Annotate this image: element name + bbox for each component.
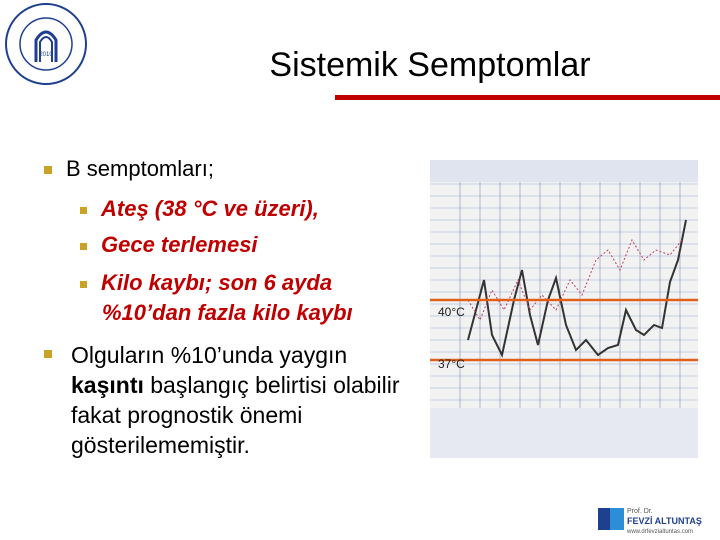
bullet-b-symptoms-text: B semptomları; — [66, 156, 214, 181]
sub-item-weight-loss — [80, 270, 332, 296]
footer-logo — [598, 502, 716, 536]
bold-keyword: kaşıntı — [71, 372, 144, 398]
bullet-square-icon — [80, 207, 87, 214]
temp-label-37: 37°C — [438, 357, 465, 371]
footer-name: FEVZİ ALTUNTAŞ — [627, 516, 702, 526]
sub-item-fever — [80, 196, 319, 222]
sub-item-fever-text: Ateş (38 °C ve üzeri), — [101, 196, 319, 221]
temperature-chart-image — [430, 160, 698, 458]
bullet-square-icon — [44, 166, 52, 174]
bullet-pruritus-text: Olguların %10’unda yaygın kaşıntı başlangıç belirtisi olabilir fakat prognostik önemi gösterilememiştir. — [71, 342, 400, 458]
bullet-b-symptoms — [44, 156, 214, 182]
sub-item-weight-loss-text: Kilo kaybı; son 6 ayda — [101, 270, 333, 295]
sub-item-weight-loss-line2: %10’dan fazla kilo kaybı — [102, 300, 353, 325]
slide-title: Sistemik Semptomlar — [269, 46, 591, 84]
title-underline — [335, 95, 720, 100]
footer-title: Prof. Dr. — [627, 508, 653, 515]
bullet-square-icon — [44, 350, 52, 358]
university-logo — [4, 2, 88, 86]
sub-item-night-sweats-text: Gece terlemesi — [101, 232, 258, 257]
bullet-square-icon — [80, 243, 87, 250]
logo-year: 2010 — [39, 52, 53, 58]
footer-url: www.drfevzialtuntas.com — [627, 529, 694, 535]
sub-item-night-sweats — [80, 232, 258, 258]
bullet-square-icon — [80, 281, 87, 288]
temp-label-40: 40°C — [438, 305, 465, 319]
